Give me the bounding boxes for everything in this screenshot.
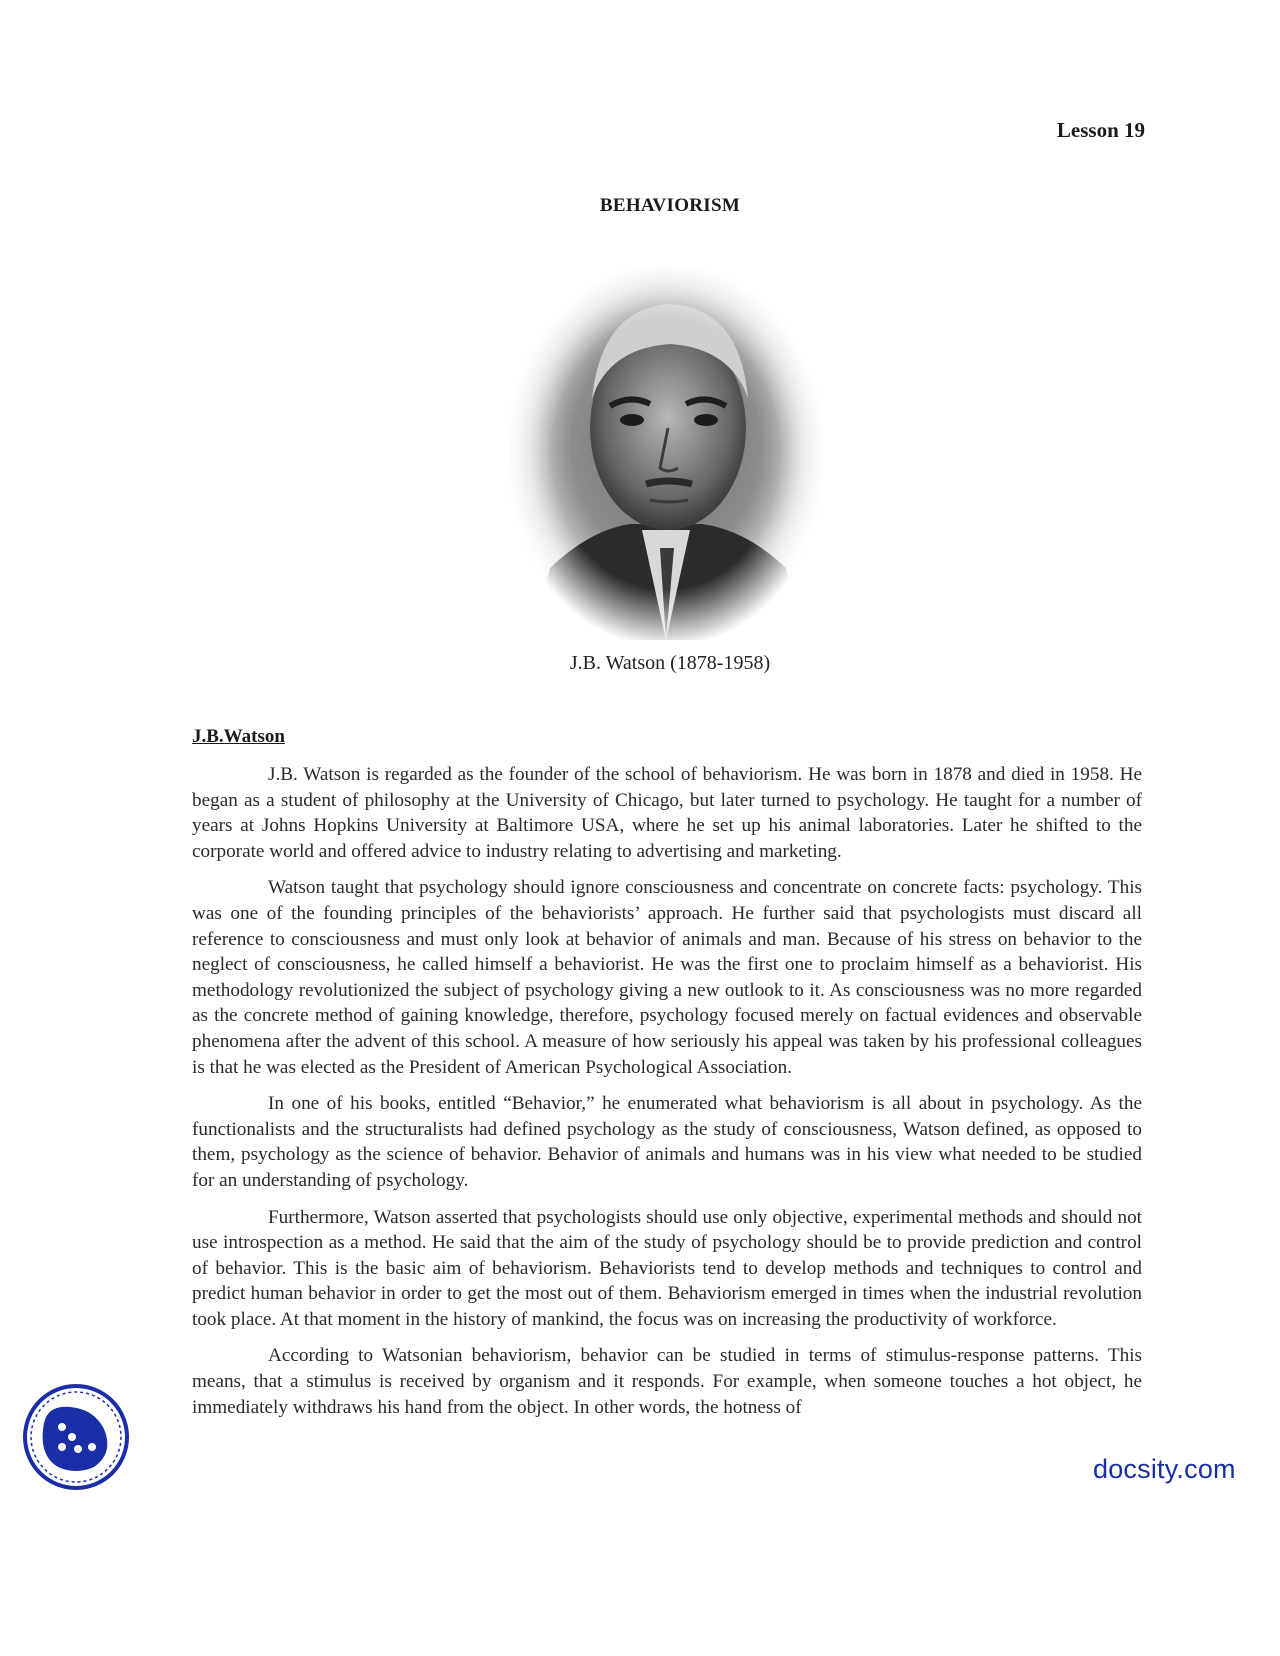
docsity-logo-icon <box>22 1383 130 1491</box>
page-title: BEHAVIORISM <box>599 195 741 216</box>
paragraph: Furthermore, Watson asserted that psychologists should use only objective, experimental methods and should not use introspection as a method. He said that the aim of the study of psychology should be to provide prediction and control of behavior. This is the basic aim of behaviorism. Behaviorists tend to develop methods and techniques to control and predict human behavior in order to get the most out of them. Behaviorism emerged in times when the industrial revolution took place. At that moment in the history of mankind, the focus was on increasing the productivity of workforce. <box>192 1206 1142 1330</box>
body-text <box>192 762 1142 1431</box>
section-heading: J.B.Watson <box>192 726 285 747</box>
docsity-brand: docsity.com <box>1093 1454 1236 1484</box>
paragraph: Watson taught that psychology should ignore consciousness and concentrate on concrete facts: psychology. This was one of the founding principles of the behaviorists’ approach. He further said that psychologists must discard all reference to consciousness and must only look at behavior of animals and man. Because of his stress on behavior to the neglect of consciousness, he called himself a behaviorist. He was the first one to proclaim himself as a behaviorist. His methodology revolutionized the subject of psychology giving a new outlook to it. As consciousness was no more regarded as the concrete method of gaining knowledge, therefore, psychology focused merely on factual evidences and observable phenomena after the advent of this school. A measure of how seriously his appeal was taken by his professional colleagues is that he was elected as the President of American Psychological Association. <box>192 877 1142 1078</box>
lesson-label: Lesson 19 <box>1056 118 1145 142</box>
portrait-image <box>510 268 822 640</box>
portrait-caption: J.B. Watson (1878-1958) <box>569 652 771 674</box>
paragraph: According to Watsonian behaviorism, behavior can be studied in terms of stimulus-response patterns. This means, that a stimulus is received by organism and it responds. For example, when someone touches a hot object, he immediately withdraws his hand from the object. In other words, the hotness of <box>192 1345 1142 1418</box>
paragraph: In one of his books, entitled “Behavior,” he enumerated what behaviorism is all about in psychology. As the functionalists and the structuralists had defined psychology as the study of consciousness, Watson defined, as opposed to them, psychology as the science of behavior. Behavior of animals and humans was in his view what needed to be studied for an understanding of psychology. <box>192 1093 1142 1191</box>
paragraph: J.B. Watson is regarded as the founder of the school of behaviorism. He was born in 1878 and died in 1958. He began as a student of philosophy at the University of Chicago, but later turned to psychology. He taught for a number of years at Johns Hopkins University at Baltimore USA, where he set up his animal laboratories. Later he shifted to the corporate world and offered advice to industry relating to advertising and marketing. <box>192 764 1142 862</box>
